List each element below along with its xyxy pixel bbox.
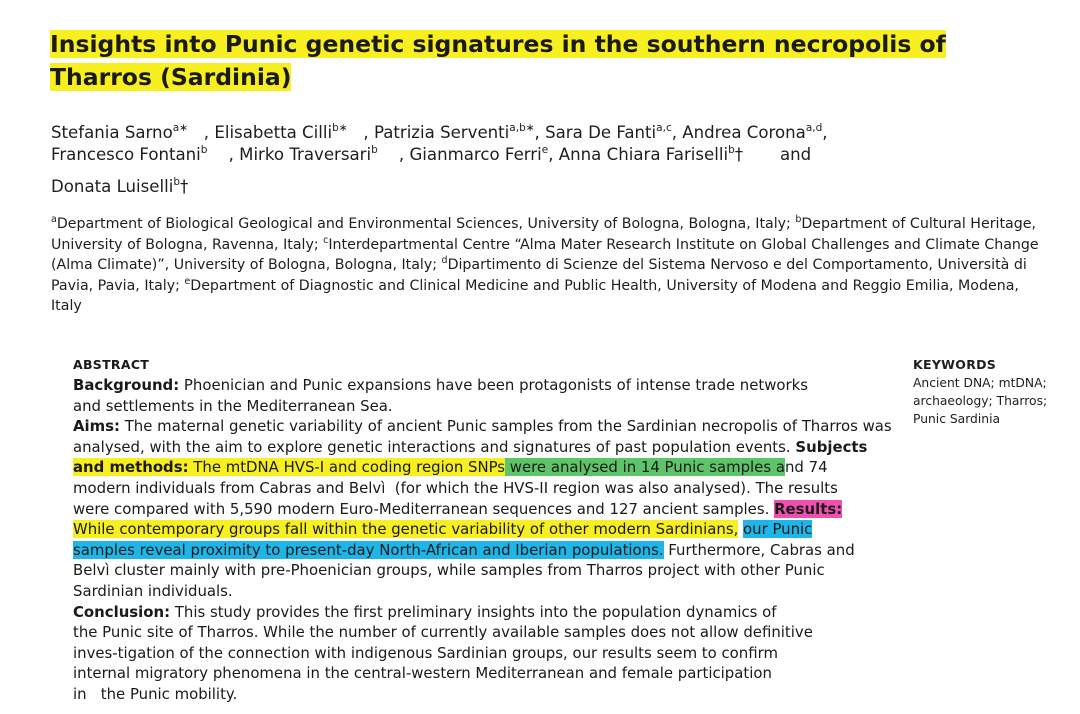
author-separator: , xyxy=(534,123,546,142)
abstract-text: Sardinian individuals. xyxy=(73,581,233,600)
affiliation-mark: a xyxy=(51,214,57,225)
author-separator: , xyxy=(822,123,828,142)
highlighted-text: The mtDNA HVS-I and coding region SNPs xyxy=(188,458,506,477)
affiliation-text: Interdepartmental Centre “Alma Mater Research Institute on Global Challenges and Climate Change xyxy=(328,236,1039,253)
author-affiliation-mark: a,c xyxy=(656,122,672,134)
abstract-text: in the Punic mobility. xyxy=(73,684,238,703)
abstract-text: This study provides the first preliminary insights into the population dynamics of xyxy=(170,602,777,621)
keywords-heading: KEYWORDS xyxy=(913,357,997,372)
author-line-1 xyxy=(51,122,951,144)
affiliation-mark: c xyxy=(323,234,329,246)
abstract-section xyxy=(73,356,892,705)
title-highlight-2: Tharros (Sardinia) xyxy=(50,63,292,91)
title-line-1 xyxy=(50,28,950,61)
abstract-line xyxy=(73,478,883,499)
abstract-line xyxy=(73,643,883,664)
affiliation-mark: d xyxy=(441,255,448,266)
affiliation-line-3 xyxy=(51,255,1041,276)
affiliation-text: Dipartimento di Scienze del Sistema Nervoso e del Comportamento, Università di xyxy=(447,257,1027,273)
affiliation-text: Pavia, Pavia, Italy; xyxy=(51,277,185,294)
keyword-line-1: Ancient DNA; mtDNA; xyxy=(913,376,1047,390)
author-separator: † and xyxy=(734,145,812,164)
abstract-line xyxy=(73,581,883,602)
highlighted-text: Results: xyxy=(774,499,843,518)
affiliation-line-1 xyxy=(51,214,1041,235)
keywords-section xyxy=(913,356,1073,428)
author-separator: , xyxy=(548,145,559,164)
highlighted-text: While contemporary groups fall within the genetic variability of other modern Sardinians, xyxy=(73,520,739,539)
author-separator: , xyxy=(187,123,215,142)
abstract-text: The maternal genetic variability of ancient Punic samples from the Sardinian necropolis of Tharros was xyxy=(119,417,892,436)
author-line-3 xyxy=(51,176,951,198)
highlighted-text: and methods: xyxy=(73,458,189,477)
affiliation-text: Department of Diagnostic and Clinical Medicine and Public Health, University of Modena and Reggio Emilia, Modena, xyxy=(190,277,1019,294)
author-affiliation-mark: b xyxy=(728,144,735,156)
author-name: Andrea Corona xyxy=(682,123,806,142)
author-affiliation-mark: b xyxy=(200,144,208,156)
abstract-label: Aims: xyxy=(73,417,120,436)
title-line-2 xyxy=(50,61,950,94)
author-separator: , xyxy=(377,145,410,164)
author-name: Gianmarco Ferri xyxy=(409,145,542,164)
abstract-text: analysed, with the aim to explore genetic interactions and signatures of past population events. xyxy=(73,437,796,456)
author-affiliation-mark: e xyxy=(541,144,549,156)
highlighted-text: were analysed in 14 Punic samples a xyxy=(505,458,785,477)
author-affiliation-mark: b xyxy=(173,176,181,188)
author-name: Mirko Traversari xyxy=(239,145,372,164)
author-list xyxy=(51,122,951,198)
affiliation-line-5 xyxy=(51,296,1041,317)
abstract-line xyxy=(73,416,892,437)
abstract-line xyxy=(73,457,883,478)
abstract-label: Conclusion: xyxy=(73,602,171,621)
abstract-label: Background: xyxy=(73,376,180,394)
author-name: Donata Luiselli xyxy=(51,177,174,196)
author-name: Anna Chiara Fariselli xyxy=(558,145,729,164)
abstract-text: nd 74 xyxy=(784,458,828,477)
highlighted-text: our Punic xyxy=(743,520,813,539)
author-affiliation-mark: a,b∗ xyxy=(509,122,535,134)
author-name: Patrizia Serventi xyxy=(373,123,510,142)
author-separator: , xyxy=(671,123,683,142)
abstract-line xyxy=(73,396,883,417)
paper-title xyxy=(50,28,950,94)
keyword-line-2: archaeology; Tharros; xyxy=(913,394,1048,408)
author-name: Francesco Fontani xyxy=(51,145,201,164)
affiliation-mark: e xyxy=(184,275,191,287)
highlighted-text: samples reveal proximity to present-day North-African and Iberian populations. xyxy=(73,540,664,559)
abstract-text: Furthermore, Cabras and xyxy=(663,540,855,559)
abstract-line xyxy=(73,560,883,581)
affiliation-text: (Alma Climate)”, University of Bologna, Bologna, Italy; xyxy=(51,257,442,273)
affiliation-line-2 xyxy=(51,235,1041,256)
abstract-text: internal migratory phenomena in the central-western Mediterranean and female participation xyxy=(73,664,772,683)
affiliation-text: Italy xyxy=(51,298,82,314)
affiliations xyxy=(51,214,1041,317)
abstract-line xyxy=(73,375,883,396)
affiliation-mark: b xyxy=(795,214,802,225)
affiliation-text: University of Bologna, Ravenna, Italy; xyxy=(51,236,324,253)
abstract-label: Subjects xyxy=(795,437,868,456)
author-separator: , xyxy=(207,145,240,164)
abstract-text: the Punic site of Tharros. While the number of currently available samples does not allow definitive xyxy=(73,623,813,642)
affiliation-line-4 xyxy=(51,276,1041,297)
abstract-line xyxy=(73,519,883,540)
abstract-line xyxy=(73,437,883,458)
author-name: Stefania Sarno xyxy=(51,123,173,142)
abstract-body xyxy=(73,375,892,705)
keyword-line-3: Punic Sardinia xyxy=(913,412,1001,426)
abstract-line xyxy=(73,540,883,561)
abstract-text: Belvì cluster mainly with pre-Phoenician groups, while samples from Tharros project with other Punic xyxy=(73,561,825,580)
author-separator: † xyxy=(180,177,189,196)
abstract-text: modern individuals from Cabras and Belvì (for which the HVS-II region was also analysed). The results xyxy=(73,478,838,497)
author-name: Sara De Fanti xyxy=(545,123,657,142)
abstract-line xyxy=(73,602,883,623)
author-affiliation-mark: b xyxy=(371,144,378,156)
abstract-line xyxy=(73,684,883,705)
abstract-line xyxy=(73,622,883,643)
affiliation-text: Department of Cultural Heritage, xyxy=(801,216,1036,232)
author-affiliation-mark: b∗ xyxy=(332,122,348,134)
affiliation-text: Department of Biological Geological and Environmental Sciences, University of Bologna, Bologna, Italy; xyxy=(56,216,796,232)
abstract-text: inves-tigation of the connection with indigenous Sardinian groups, our results seem to confirm xyxy=(73,643,778,662)
abstract-heading: ABSTRACT xyxy=(73,357,150,372)
author-line-2 xyxy=(51,144,951,166)
author-affiliation-mark: a,d xyxy=(805,122,823,134)
abstract-line xyxy=(73,663,883,684)
abstract-line xyxy=(73,499,883,520)
abstract-text: and settlements in the Mediterranean Sea. xyxy=(73,396,393,415)
abstract-text: Phoenician and Punic expansions have been protagonists of intense trade networks xyxy=(179,376,809,394)
author-affiliation-mark: a∗ xyxy=(172,122,188,134)
author-name: Elisabetta Cilli xyxy=(214,123,333,142)
title-highlight-1: Insights into Punic genetic signatures in the southern necropolis of xyxy=(50,30,946,58)
author-separator: , xyxy=(347,123,374,142)
abstract-text: were compared with 5,590 modern Euro-Mediterranean sequences and 127 ancient samples. xyxy=(73,499,775,518)
